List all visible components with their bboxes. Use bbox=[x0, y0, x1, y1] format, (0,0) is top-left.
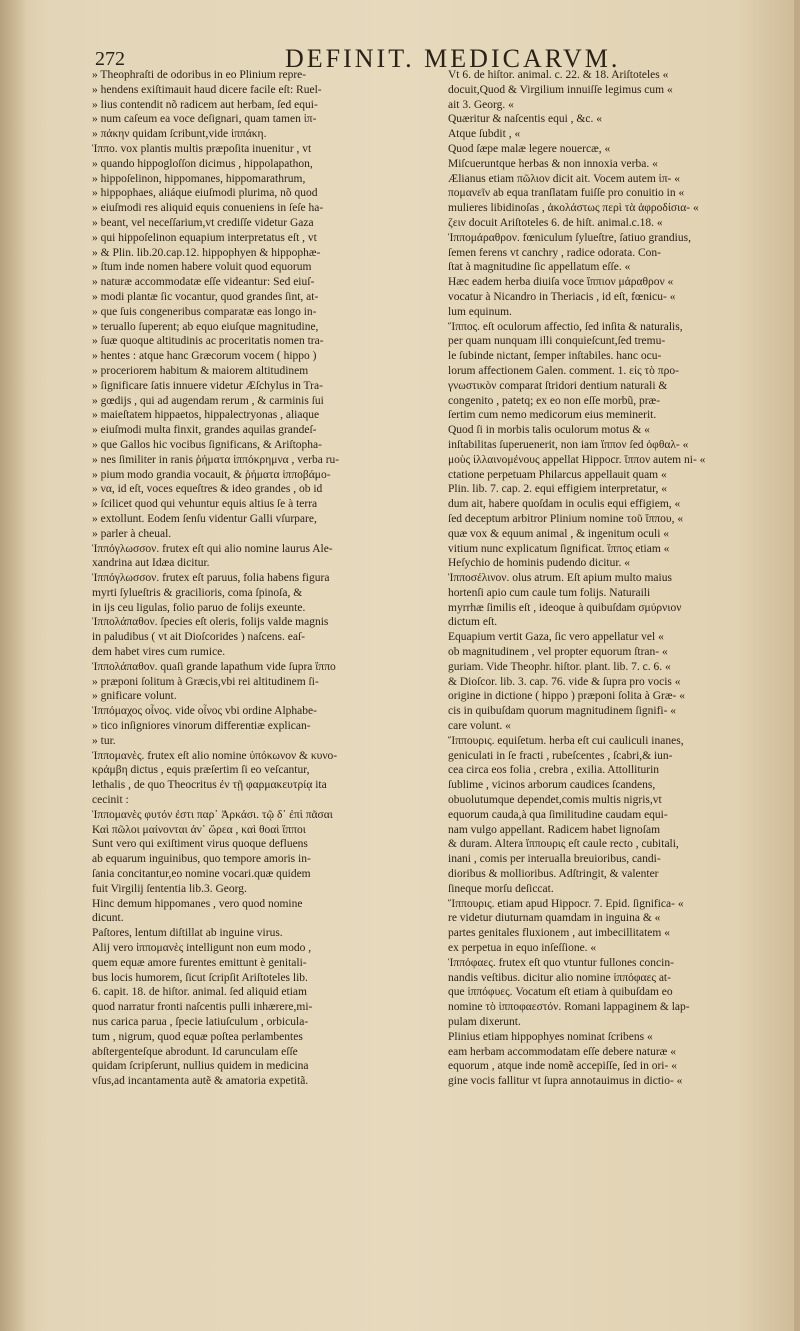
text-line: Atque ſubdit , « bbox=[448, 128, 521, 141]
text-line: » beant, vel neceſſarium,vt crediſſe videtur Gaza bbox=[92, 216, 314, 229]
text-line: » que ſuis congeneribus comparatæ eas longo in- bbox=[92, 305, 317, 318]
text-line: dioribus & mollioribus. Adſtringit, & valenter bbox=[448, 868, 659, 881]
text-line: » ſuæ quoque altitudinis ac proceritatis nomen tra- bbox=[92, 335, 324, 348]
text-line: Ἱππόγλωσσον. frutex eſt paruus, folia habens figura bbox=[92, 572, 330, 585]
text-line: in ijs ceu ligulas, folio paruo de folijs exeunte. bbox=[92, 601, 306, 614]
text-line: bus locis humorem, ſicut ſcripſit Ariſtoteles lib. bbox=[92, 971, 308, 984]
text-line: fuit Virgilij ſententia lib.3. Georg. bbox=[92, 882, 247, 895]
text-line: » hendens exiſtimauit haud dicere facile eſt: Ruel- bbox=[92, 83, 322, 96]
text-line: μοὺς ἰλλαινομένους appellat Hippocr. ἵππον autem ni- « bbox=[448, 453, 706, 466]
text-line: » Theophraſti de odoribus in eo Plinium repre- bbox=[92, 69, 307, 81]
text-line: dictum eſt. bbox=[448, 616, 498, 629]
text-line: origine in dictione ( hippo ) præponi ſolita à Græ- « bbox=[448, 690, 685, 703]
text-line: » maieſtatem hippaetos, hippalectryonas , aliaque bbox=[92, 409, 320, 422]
text-line: gine vocis fallitur vt ſupra annotauimus in dictio- « bbox=[448, 1075, 683, 1088]
text-line: lum equinum. bbox=[448, 305, 512, 318]
text-line: » teruallo ſuperent; ab equo eiuſque magnitudine, bbox=[92, 320, 319, 333]
text-line: Ἱππομανὲς φυτόν ἐστι παρ᾽ Ἀρκάσι. τῷ δ᾽ ἐπὶ πᾶσαι bbox=[92, 808, 333, 821]
text-line: » hippoſelinon, hippomanes, hippomarathrum, bbox=[92, 172, 306, 185]
text-line: quem equæ amore furentes emittunt è genitali- bbox=[92, 956, 307, 969]
text-line: Quod ſæpe malæ legere nouercæ, « bbox=[448, 142, 611, 155]
text-line: » tico inſigniores vinorum differentiæ explican- bbox=[92, 720, 311, 733]
page-edge bbox=[794, 0, 800, 1331]
text-line: inſtabilitas ſuperuenerit, non iam ἵππον ſed ὀφθαλ- « bbox=[448, 438, 689, 451]
text-line: » lius contendit nõ radicem aut herbam, ſed equi- bbox=[92, 98, 318, 111]
text-line: eam herbam accommodatam eſſe debere naturæ « bbox=[448, 1045, 676, 1058]
text-line: mulieres libidinoſas , ἀκολάστως περὶ τὰ ἀφροδίσια- « bbox=[448, 202, 699, 215]
text-line: re videtur diuturnam quamdam in inguina & « bbox=[448, 912, 661, 925]
text-line: » να, id eſt, voces equeſtres & ideo grandes , ob id bbox=[92, 483, 323, 496]
text-line: ſtat à magnitudine ſic appellatum eſſe. « bbox=[448, 261, 631, 274]
text-line: dum ait, habere quoſdam in oculis equi effigiem, « bbox=[448, 498, 681, 511]
text-line: nomine τὸ ἱπποφαεστόν. Romani lappaginem & lap- bbox=[448, 1001, 690, 1014]
text-line: » hentes : atque hanc Græcorum vocem ( hippo ) bbox=[92, 350, 317, 363]
text-line: & Dioſcor. lib. 3. cap. 76. vide & ſupra pro vocis « bbox=[448, 675, 681, 688]
text-line: ait 3. Georg. « bbox=[448, 98, 514, 111]
text-line: pulam dixerunt. bbox=[448, 1016, 521, 1028]
text-line: ſineque morſu deſiccat. bbox=[448, 882, 554, 895]
text-line: » hippophaes, aliáque eiuſmodi plurima, nõ quod bbox=[92, 187, 318, 200]
text-line: » quando hippogloſſon dicimus , hippolapathon, bbox=[92, 157, 313, 170]
text-line: ſed deceptum arbitror Plinium nomine τοῦ ἵππου, « bbox=[448, 512, 684, 525]
text-line: » tur. bbox=[92, 734, 116, 747]
text-line: Heſychio de hominis pudendo dicitur. « bbox=[448, 557, 631, 570]
text-line: lethalis , de quo Theocritus ἐν τῇ φαρμακευτρίᾳ ita bbox=[92, 779, 327, 792]
text-line: care volunt. « bbox=[448, 720, 511, 733]
text-line: Plinius etiam hippophyes nominat ſcribens « bbox=[448, 1030, 653, 1043]
text-line: » que Gallos hic vocibus ſignificans, & Ariſtopha- bbox=[92, 438, 322, 451]
text-line: vocatur à Nicandro in Theriacis , id eſt, fœnicu- « bbox=[448, 290, 676, 303]
text-line: » modi plantæ ſic vocantur, quod grandes ſint, at- bbox=[92, 290, 319, 303]
text-line: xandrina aut Idæa dicitur. bbox=[92, 557, 210, 570]
text-line: tum , nigrum, quod equæ poſtea perlambentes bbox=[92, 1030, 303, 1043]
text-line: » gœdijs , qui ad augendam rerum , & carminis ſui bbox=[92, 394, 324, 407]
text-line: Vt 6. de hiſtor. animal. c. 22. & 18. Ariſtoteles « bbox=[448, 69, 669, 81]
text-line: Ἱππομάραθρον. fœniculum ſylueſtre, ſatiuo grandius, bbox=[448, 231, 691, 244]
text-line: cecinit : bbox=[92, 794, 129, 807]
text-line: nam vulgo appellant. Radicem habet lignoſam bbox=[448, 823, 661, 836]
text-line: congenito , patetq; ex eo non eſſe morbũ, præ- bbox=[448, 394, 661, 407]
text-line: » πάκην quidam ſcribunt,vide ἱππάκη. bbox=[92, 128, 267, 141]
text-line: quæ vox & equum animal , & ingenitum oculi « bbox=[448, 527, 670, 540]
text-line: Hinc demum hippomanes , vero quod nomine bbox=[92, 897, 303, 910]
text-line: Quod ſi in morbis talis oculorum motus & « bbox=[448, 424, 650, 437]
text-line: Ἱππολάπαθον. quaſi grande lapathum vide ſupra ἵππο bbox=[92, 660, 336, 673]
text-line: Ælianus etiam πῶλιον dicit ait. Vocem autem ἱπ- « bbox=[448, 172, 680, 185]
text-line: partes genitales fluxionem , aut imbecillitatem « bbox=[448, 927, 670, 940]
left-text-column bbox=[92, 68, 432, 1318]
text-line: ſemen ferens vt canchry , radice odorata. Con- bbox=[448, 246, 661, 259]
text-line: & duram. Altera ἵππουρις eſt caule recto , cubitali, bbox=[448, 838, 679, 851]
text-line: ab equarum inguinibus, quo tempore amoris in- bbox=[92, 853, 311, 866]
text-line: Paſtores, lentum diſtillat ab inguine virus. bbox=[92, 927, 283, 940]
text-line: obuolutumque dependet,comis multis nigris,vt bbox=[448, 794, 662, 807]
text-line: nus carica parua , ſpecie latiuſculum , orbicula- bbox=[92, 1016, 309, 1028]
text-line: ſania concitantur,eo nomine vocari.quæ quidem bbox=[92, 868, 311, 881]
text-line: » qui hippoſelinon equapium interpretatus eſt , vt bbox=[92, 231, 317, 244]
text-line: abſtergenteſque abrodunt. Id carunculam eſſe bbox=[92, 1045, 298, 1058]
text-line: » ſignificare ſatis innuere videtur Æſchylus in Tra- bbox=[92, 379, 323, 392]
text-line: » extollunt. Eodem ſenſu videntur Galli vſurpare, bbox=[92, 512, 317, 525]
page-header bbox=[95, 40, 785, 73]
text-line: ex perpetua in equo inſeſſione. « bbox=[448, 942, 597, 955]
text-line: que ἱππόφυες. Vocatum eſt etiam à quibuſdam eo bbox=[448, 986, 673, 999]
text-line: » eiuſmodi multa finxit, grandes aquilas grandeſ- bbox=[92, 424, 317, 437]
text-line: myrrhæ ſimilis eſt , ideoque à quibuſdam σμύρνιον bbox=[448, 601, 682, 614]
text-line: Sunt vero qui exiſtiment virus quoque defluens bbox=[92, 838, 308, 851]
text-line: dem habet vires cum rumice. bbox=[92, 646, 226, 659]
text-line: πομανεῖν ab equa tranſlatam fuiſſe pro conuitio in « bbox=[448, 187, 685, 200]
text-line: Ἵππουρις. etiam apud Hippocr. 7. Epid. ſignifica- « bbox=[448, 897, 684, 910]
text-line: geniculati in ſe fracti , rubeſcentes , ſcabri,& iun- bbox=[448, 749, 673, 762]
text-line: Ἱππόγλωσσον. frutex eſt qui alio nomine laurus Ale- bbox=[92, 542, 333, 555]
text-line: » proceriorem habitum & maiorem altitudinem bbox=[92, 364, 309, 377]
text-line: Alij vero ἱππομανὲς intelligunt non eum modo , bbox=[92, 942, 312, 955]
text-line: » ſcilicet quod qui vehuntur equis altius ſe à terra bbox=[92, 498, 318, 511]
text-line: inani , comis per interualla breuioribus, candi- bbox=[448, 853, 661, 866]
text-line: Equapium vertit Gaza, ſic vero appellatur vel « bbox=[448, 631, 664, 644]
text-line: ζειν docuit Ariſtoteles 6. de hiſt. animal.c.18. « bbox=[448, 216, 663, 229]
text-line: in paludibus ( vt ait Dioſcorides ) naſcens. eaſ- bbox=[92, 631, 306, 644]
text-line: Ἱππόφαες. frutex eſt quo vtuntur fullones concin- bbox=[448, 956, 674, 969]
text-line: nandis veſtibus. dicitur alio nomine ἱππόφαες at- bbox=[448, 971, 671, 984]
text-line: » parler à cheual. bbox=[92, 527, 172, 540]
text-line: Καὶ πῶλοι μαίνονται ἀν᾽ ὤρεα , καὶ θοαὶ ἵπποι bbox=[92, 823, 306, 836]
text-line: » nes ſimiliter in ranis ῥήματα ἱππόκρημνα , verba ru- bbox=[92, 453, 340, 466]
text-line: Hæc eadem herba diuiſa voce ἵππιον μάραθρον « bbox=[448, 276, 674, 289]
text-line: vſus,ad incantamenta autẽ & amatoria expetitã. bbox=[92, 1075, 309, 1088]
text-line: » præponi ſolitum à Græcis,vbi rei altitudinem ſi- bbox=[92, 675, 319, 688]
text-line: equorum cauda,à qua ſimilitudine caudam equi- bbox=[448, 808, 668, 821]
text-line: γνωστικὸν comparat ſtridori dentium naturali & bbox=[448, 379, 668, 392]
text-line: Miſcueruntque herbas & non innoxia verba. « bbox=[448, 157, 658, 170]
text-line: κράμβη dictus , equis præſertim ſi eo veſcantur, bbox=[92, 764, 310, 777]
text-line: equorum , atque inde nomẽ accepiſſe, ſed in ori- « bbox=[448, 1060, 677, 1073]
text-line: » eiuſmodi res aliquid equis conueniens in ſeſe ha- bbox=[92, 202, 324, 215]
text-line: Ἱππο. vox plantis multis præpoſita inuenitur , vt bbox=[92, 142, 312, 155]
text-line: ſublime , vicinos arborum caudices ſcandens, bbox=[448, 779, 656, 792]
text-line: lorum affectionem Galen. comment. 1. εἰς τὸ προ- bbox=[448, 364, 679, 377]
text-line: Ἱππολάπαθον. ſpecies eſt oleris, folijs valde magnis bbox=[92, 616, 329, 629]
text-line: myrti ſylueſtris & gracilioris, coma ſpinoſa, & bbox=[92, 586, 303, 599]
text-line: Ἵππουρις. equiſetum. herba eſt cui cauliculi inanes, bbox=[448, 734, 684, 747]
text-line: vitium nunc explicatum ſignificat. ἵππος etiam « bbox=[448, 542, 670, 555]
text-line: » & Plin. lib.20.cap.12. hippophyen & hippophæ- bbox=[92, 246, 321, 259]
binding-shadow bbox=[0, 0, 28, 1331]
text-line: Ἵππος. eſt oculorum affectio, ſed inſita & naturalis, bbox=[448, 320, 683, 333]
text-line: Ἱπποσέλινον. olus atrum. Eſt apium multo maius bbox=[448, 572, 672, 585]
text-line: le ſubinde nictant, ſemper inſtabiles. hanc ocu- bbox=[448, 350, 662, 363]
text-line: » naturæ accommodatæ eſſe videantur: Sed eiuſ- bbox=[92, 276, 315, 289]
text-line: Ἱππομανὲς. frutex eſt alio nomine ὑπόκωνον & κυνο- bbox=[92, 749, 338, 762]
text-line: guriam. Vide Theophr. hiſtor. plant. lib. 7. c. 6. « bbox=[448, 660, 671, 673]
text-line: » num caſeum ea voce deſignari, quam tamen ἱπ- bbox=[92, 113, 317, 126]
text-line: quidam ſcripſerunt, nullius quidem in medicina bbox=[92, 1060, 309, 1073]
text-line: » ſtum inde nomen habere voluit quod equorum bbox=[92, 261, 312, 274]
page-number: 272 bbox=[95, 48, 125, 70]
text-line: ob magnitudinem , vel propter equorum ſtran- « bbox=[448, 646, 668, 659]
text-line: cis in quibuſdam quorum magnitudinem ſignifi- « bbox=[448, 705, 677, 718]
text-line: 6. capit. 18. de hiſtor. animal. ſed aliquid etiam bbox=[92, 986, 307, 999]
right-text-column bbox=[448, 68, 788, 1318]
text-line: quod narratur fronti naſcentis pulli inhærere,mi- bbox=[92, 1001, 313, 1014]
text-line: cea circa eos folia , crebra , exilia. Attolliturin bbox=[448, 764, 660, 777]
text-line: ſertim cum nemo medicorum eius meminerit. bbox=[448, 409, 657, 422]
text-line: per quam nunquam illi conquieſcunt,ſed tremu- bbox=[448, 335, 666, 348]
text-line: » gnificare volunt. bbox=[92, 690, 177, 703]
running-title: DEFINIT. MEDICARVM. bbox=[285, 44, 621, 73]
text-line: hortenſi apio cum caule tum folijs. Naturaili bbox=[448, 586, 651, 599]
text-line: ctatione perpetuam Philarcus appellauit quam « bbox=[448, 468, 667, 481]
text-line: docuit,Quod & Virgilium innuiſſe legimus cum « bbox=[448, 83, 673, 96]
text-line: » pium modo grandia vocauit, & ῥήματα ἱπποβάμο- bbox=[92, 468, 331, 481]
text-line: Plin. lib. 7. cap. 2. equi effigiem interpretatur, « bbox=[448, 483, 668, 496]
text-line: dicunt. bbox=[92, 912, 124, 925]
text-line: Ἱππόμαχος οἶνος. vide οἶνος vbi ordine Alphabe- bbox=[92, 705, 317, 718]
text-line: Quæritur & naſcentis equi , &c. « bbox=[448, 113, 602, 126]
